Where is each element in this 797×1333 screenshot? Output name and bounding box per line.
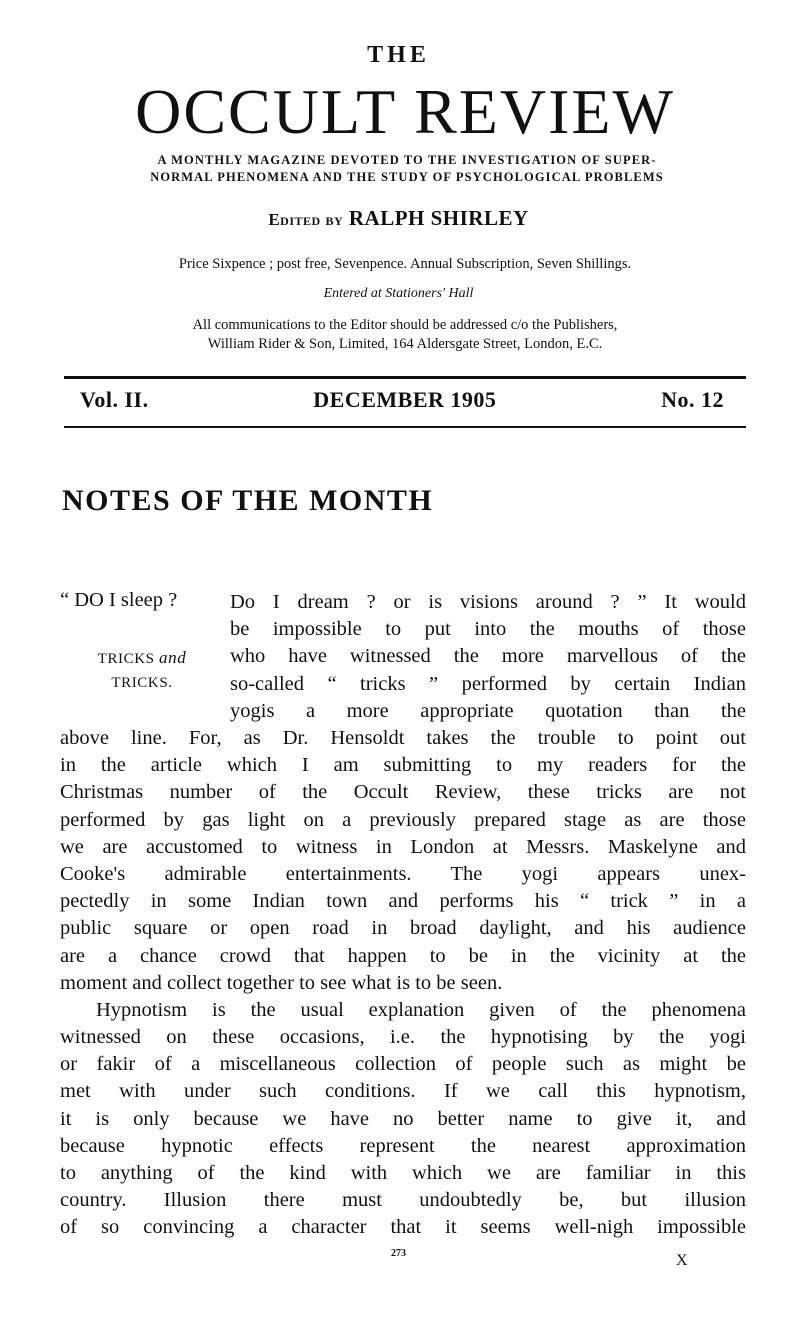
- article-body: [60, 725, 746, 1242]
- text-line: Do I dream ? or is visions around ? ” It would: [230, 591, 746, 613]
- text-line: be impossible to put into the mouths of those: [230, 618, 746, 641]
- price-line: Price Sixpence ; post free, Sevenpence. Annual Subscription, Seven Shillings.: [178, 256, 632, 272]
- magazine-title: OCCULT REVIEW: [135, 76, 675, 147]
- text-line: pectedly in some Indian town and performs his “ trick ” in a: [60, 890, 746, 913]
- rule-top: [64, 376, 746, 379]
- side-note-line-2: TRICKS.: [111, 675, 173, 691]
- text-line: moment and collect together to see what is to be seen.: [60, 971, 503, 994]
- text-line: public square or open road in broad daylight, and his audience: [60, 917, 746, 940]
- editor-prefix: Edited by: [268, 210, 344, 229]
- side-note-line-1: [62, 648, 222, 668]
- article-heading: NOTES OF THE MONTH: [62, 484, 434, 517]
- communications-note: [60, 316, 750, 354]
- issue-number: No. 12: [661, 387, 724, 412]
- volume-label: Vol. II.: [80, 387, 149, 412]
- text-line: in the article which I am submitting to my readers for the: [60, 754, 746, 777]
- editor-line: [0, 206, 797, 231]
- masthead-the: THE: [367, 42, 430, 68]
- text-line: met with under such conditions. If we call this hypnotism,: [60, 1080, 746, 1103]
- side-note-word: TRICKS: [97, 651, 155, 667]
- entered-note: Entered at Stationers' Hall: [323, 286, 474, 301]
- communications-line: William Rider & Son, Limited, 164 Aldersgate Street, London, E.C.: [207, 336, 603, 352]
- text-line: performed by gas light on a previously prepared stage as are those: [60, 808, 746, 831]
- text-line: to anything of the kind with which we are familiar in this: [60, 1162, 746, 1184]
- text-line: or fakir of a miscellaneous collection of people such as might be: [60, 1053, 746, 1076]
- text-line: country. Illusion there must undoubtedly be, but illusion: [60, 1189, 746, 1212]
- text-line: Christmas number of the Occult Review, these tricks are not: [60, 781, 746, 804]
- text-line: we are accustomed to witness in London at Messrs. Maskelyne and: [60, 835, 746, 858]
- subtitle-line: NORMAL PHENOMENA AND THE STUDY OF PSYCHOLOGICAL PROBLEMS: [150, 170, 664, 184]
- text-line: witnessed on these occasions, i.e. the hypnotising by the yogi: [60, 1026, 746, 1049]
- text-line: above line. For, as Dr. Hensoldt takes the trouble to point out: [60, 727, 746, 749]
- text-line: yogis a more appropriate quotation than the: [230, 699, 746, 722]
- text-line: who have witnessed the more marvellous of the: [230, 645, 746, 668]
- signature-mark: X: [676, 1252, 688, 1269]
- communications-line: All communications to the Editor should be addressed c/o the Publishers,: [192, 317, 618, 333]
- issue-date: DECEMBER 1905: [313, 387, 497, 412]
- text-line: Hypnotism is the usual explanation given of the phenomena: [96, 998, 746, 1021]
- editor-name: RALPH SHIRLEY: [348, 206, 529, 230]
- rule-bottom: [64, 426, 746, 428]
- side-note-and: and: [159, 648, 187, 667]
- subtitle-line: A MONTHLY MAGAZINE DEVOTED TO THE INVESTIGATION OF SUPER-: [157, 153, 657, 167]
- text-line: are a chance crowd that happen to be in the vicinity at the: [60, 944, 746, 967]
- text-line: of so convincing a character that it seems well-nigh impossible: [60, 1216, 746, 1239]
- magazine-subtitle: [62, 152, 752, 186]
- issue-bar: [80, 387, 724, 413]
- page-number: 273: [391, 1248, 406, 1259]
- narrow-column: [230, 589, 746, 725]
- text-line: Cooke's admirable entertainments. The yogi appears unex-: [60, 862, 746, 885]
- text-line: it is only because we have no better name to give it, and: [60, 1107, 746, 1130]
- text-line: so-called “ tricks ” performed by certain Indian: [230, 672, 746, 695]
- text-line: because hypnotic effects represent the nearest approximation: [60, 1134, 746, 1157]
- opening-quote: “ DO I sleep ?: [60, 589, 178, 611]
